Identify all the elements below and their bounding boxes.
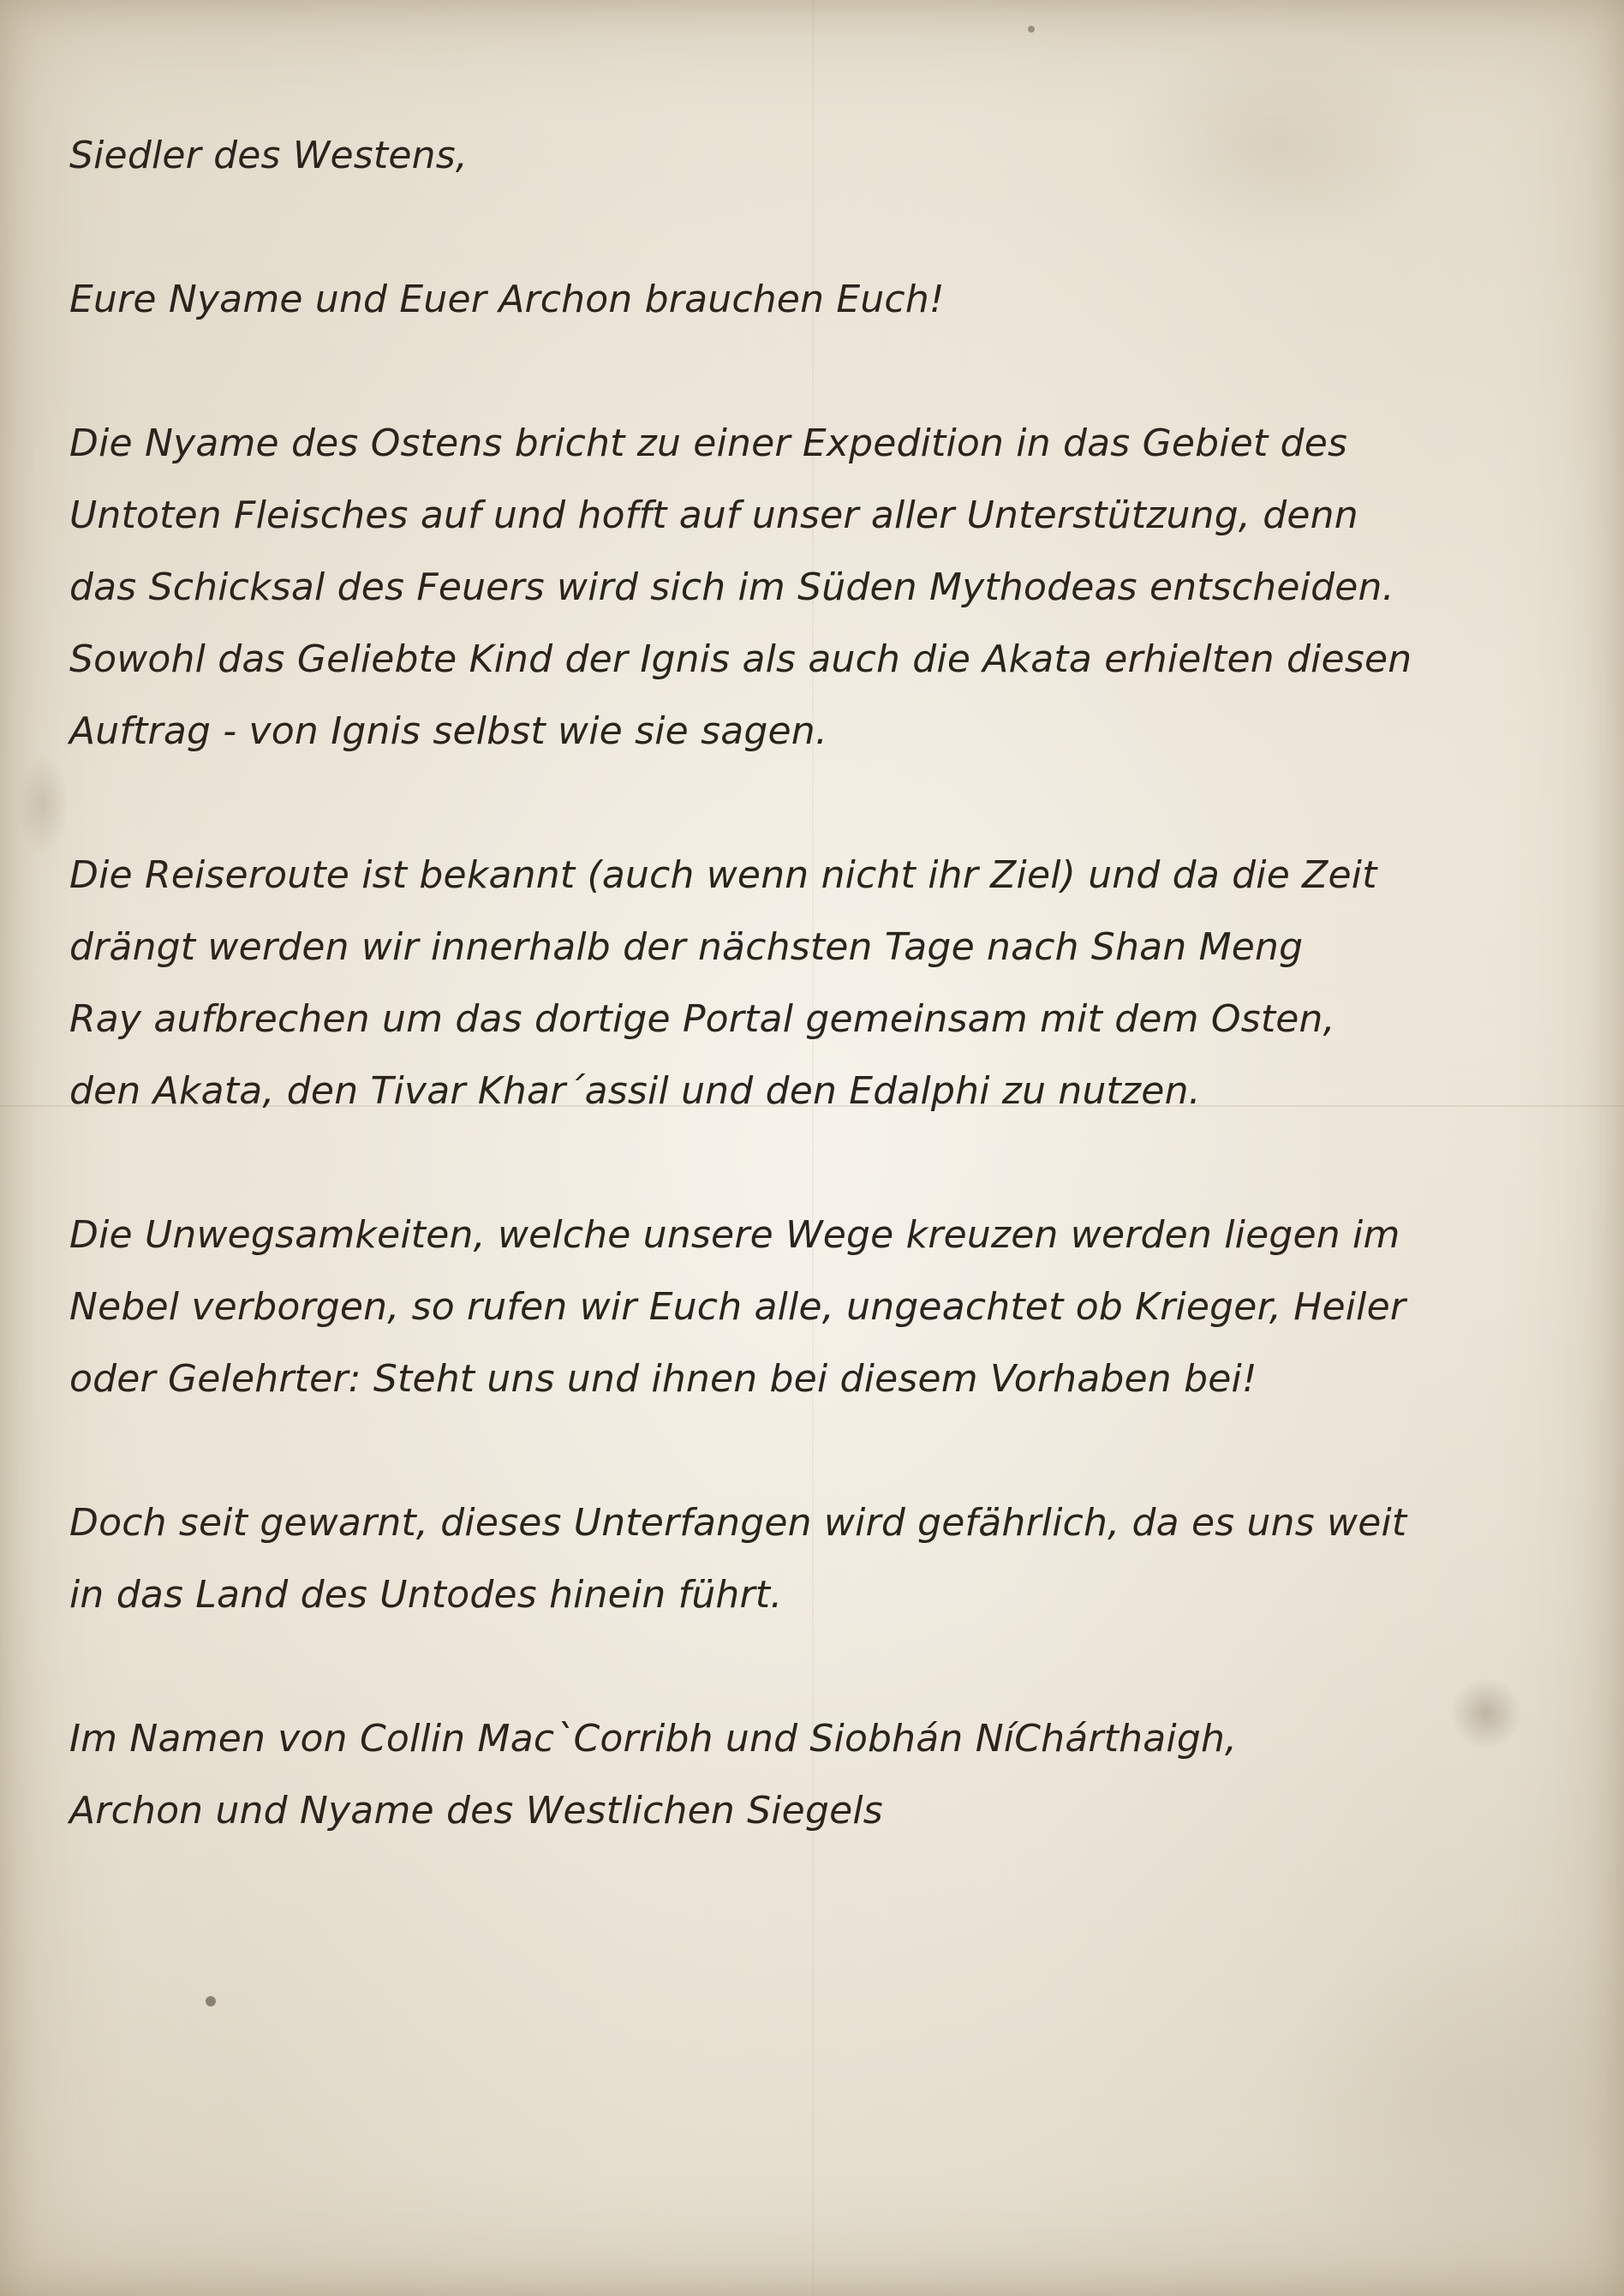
letter-paragraph-warning <box>69 1487 1560 1631</box>
text-line: Die Reiseroute ist bekannt (auch wenn nicht ihr Ziel) und da die Zeit <box>69 853 1377 897</box>
letter-paragraph-expedition <box>69 408 1560 768</box>
paper-stain <box>17 754 69 857</box>
text-line: Nebel verborgen, so rufen wir Euch alle, ungeachtet ob Krieger, Heiler <box>69 1285 1406 1329</box>
closing-line: Im Namen von Collin Mac`Corribh und Siobhán NíChárthaigh, <box>69 1717 1238 1761</box>
paper-speck <box>1028 26 1035 33</box>
closing-line: Archon und Nyame des Westlichen Siegels <box>69 1789 883 1833</box>
text-line: Ray aufbrechen um das dortige Portal gemeinsam mit dem Osten, <box>69 997 1335 1041</box>
text-line: oder Gelehrter: Steht uns und ihnen bei diesem Vorhaben bei! <box>69 1357 1257 1401</box>
text-line: Untoten Fleisches auf und hofft auf unser aller Unterstützung, denn <box>69 493 1358 537</box>
call-line: Eure Nyame und Euer Archon brauchen Euch! <box>69 278 945 321</box>
paper-stain <box>1268 1928 1624 2287</box>
text-line: drängt werden wir innerhalb der nächsten Tage nach Shan Meng <box>69 925 1304 969</box>
text-line: Die Unwegsamkeiten, welche unsere Wege kreuzen werden liegen im <box>69 1213 1400 1257</box>
text-line: Die Nyame des Ostens bricht zu einer Expedition in das Gebiet des <box>69 422 1348 465</box>
text-line: Auftrag - von Ignis selbst wie sie sagen. <box>69 709 828 753</box>
text-line: Sowohl das Geliebte Kind der Ignis als auch die Akata erhielten diesen <box>69 637 1412 681</box>
text-line: Doch seit gewarnt, dieses Unterfangen wird gefährlich, da es uns weit <box>69 1501 1407 1545</box>
letter-call-to-action <box>69 264 1560 336</box>
paper-speck <box>206 1996 216 2006</box>
text-line: den Akata, den Tivar Khar´assil und den Edalphi zu nutzen. <box>69 1069 1201 1113</box>
text-line: in das Land des Untodes hinein führt. <box>69 1573 783 1617</box>
letter-closing <box>69 1703 1560 1847</box>
letter-body <box>69 120 1560 1919</box>
text-line: das Schicksal des Feuers wird sich im Süden Mythodeas entscheiden. <box>69 565 1394 609</box>
letter-paragraph-call-to-arms <box>69 1199 1560 1415</box>
letter-paragraph-route <box>69 840 1560 1127</box>
salutation-line: Siedler des Westens, <box>69 134 469 177</box>
letter-salutation <box>69 120 1560 192</box>
